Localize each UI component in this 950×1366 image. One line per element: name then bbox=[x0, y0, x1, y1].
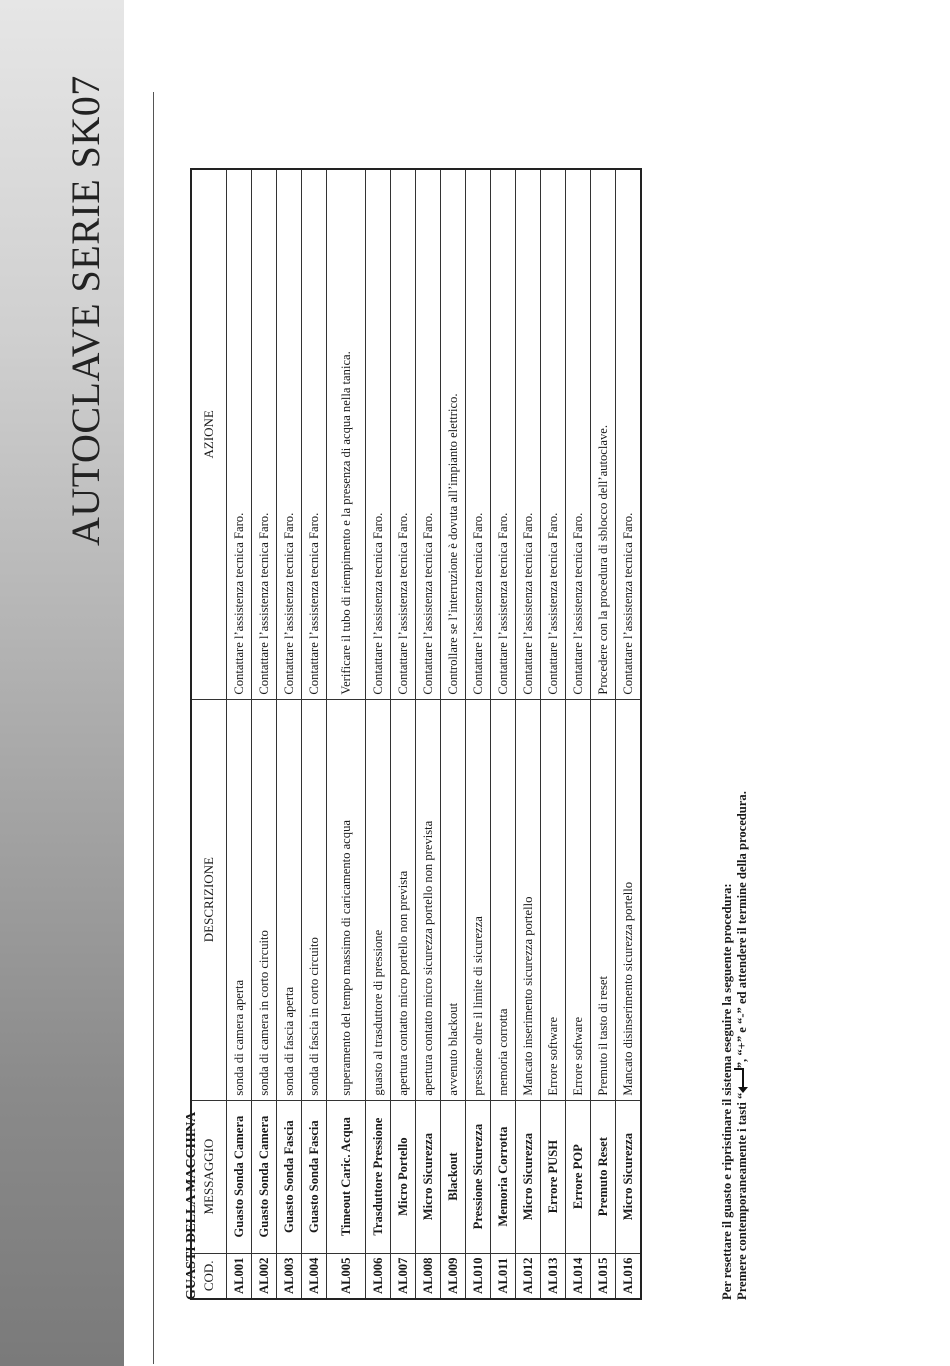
cell-azione: Procedere con la procedura di sblocco dell’autoclave. bbox=[591, 169, 616, 699]
cell-azione: Contattare l’assistenza tecnica Faro. bbox=[366, 169, 391, 699]
cell-azione: Contattare l’assistenza tecnica Faro. bbox=[252, 169, 277, 699]
cell-messaggio: Micro Sicurezza bbox=[516, 1100, 541, 1253]
cell-descrizione: sonda di camera in corto circuito bbox=[252, 699, 277, 1100]
enter-key-icon bbox=[738, 1067, 748, 1093]
cell-azione: Contattare l’assistenza tecnica Faro. bbox=[516, 169, 541, 699]
cell-descrizione: Mancato inserimento sicurezza portello bbox=[516, 699, 541, 1100]
table-header-row bbox=[191, 169, 227, 1299]
cell-messaggio: Errore POP bbox=[566, 1100, 591, 1253]
table-row bbox=[566, 169, 591, 1299]
table-row bbox=[541, 169, 566, 1299]
cell-messaggio: Errore PUSH bbox=[541, 1100, 566, 1253]
cell-cod: AL006 bbox=[366, 1253, 391, 1299]
table-row bbox=[302, 169, 327, 1299]
cell-descrizione: avvenuto blackout bbox=[441, 699, 466, 1100]
cell-azione: Contattare l’assistenza tecnica Faro. bbox=[616, 169, 642, 699]
cell-cod: AL001 bbox=[227, 1253, 252, 1299]
cell-messaggio: Blackout bbox=[441, 1100, 466, 1253]
cell-messaggio: Memoria Corrotta bbox=[491, 1100, 516, 1253]
table-row bbox=[252, 169, 277, 1299]
cell-cod: AL014 bbox=[566, 1253, 591, 1299]
cell-azione: Contattare l’assistenza tecnica Faro. bbox=[277, 169, 302, 699]
section-title: GUASTI DELLA MACCHINA bbox=[184, 1111, 199, 1300]
table-row bbox=[391, 169, 416, 1299]
cell-cod: AL009 bbox=[441, 1253, 466, 1299]
table-row bbox=[366, 169, 391, 1299]
cell-descrizione: superamento del tempo massimo di caricamento acqua bbox=[327, 699, 366, 1100]
cell-azione: Contattare l’assistenza tecnica Faro. bbox=[466, 169, 491, 699]
cell-messaggio: Micro Portello bbox=[391, 1100, 416, 1253]
cell-descrizione: Errore software bbox=[566, 699, 591, 1100]
cell-azione: Controllare se l’interruzione è dovuta all’impianto elettrico. bbox=[441, 169, 466, 699]
header-messaggio: MESSAGGIO bbox=[191, 1100, 227, 1253]
cell-cod: AL013 bbox=[541, 1253, 566, 1299]
table-row bbox=[591, 169, 616, 1299]
cell-messaggio: Guasto Sonda Fascia bbox=[302, 1100, 327, 1253]
cell-cod: AL016 bbox=[616, 1253, 642, 1299]
cell-descrizione: sonda di fascia in corto circuito bbox=[302, 699, 327, 1100]
cell-messaggio: Trasduttore Pressione bbox=[366, 1100, 391, 1253]
cell-descrizione: sonda di fascia aperta bbox=[277, 699, 302, 1100]
table-row bbox=[616, 169, 642, 1299]
reset-instructions-line2 bbox=[735, 791, 750, 1300]
cell-cod: AL002 bbox=[252, 1253, 277, 1299]
cell-cod: AL007 bbox=[391, 1253, 416, 1299]
cell-azione: Contattare l’assistenza tecnica Faro. bbox=[416, 169, 441, 699]
cell-messaggio: Timeout Caric. Acqua bbox=[327, 1100, 366, 1253]
document-title: AUTOCLAVE SERIE SK07 bbox=[63, 75, 108, 546]
cell-descrizione: Premuto il tasto di reset bbox=[591, 699, 616, 1100]
cell-messaggio: Micro Sicurezza bbox=[416, 1100, 441, 1253]
cell-descrizione: apertura contatto micro portello non prevista bbox=[391, 699, 416, 1100]
cell-messaggio: Guasto Sonda Fascia bbox=[277, 1100, 302, 1253]
reset-line2-suffix: ”, “+” e “-” ed attendere il termine della procedura. bbox=[735, 791, 749, 1069]
cell-descrizione: memoria corrotta bbox=[491, 699, 516, 1100]
faults-table bbox=[190, 168, 642, 1300]
cell-azione: Contattare l’assistenza tecnica Faro. bbox=[227, 169, 252, 699]
cell-azione: Contattare l’assistenza tecnica Faro. bbox=[541, 169, 566, 699]
cell-cod: AL003 bbox=[277, 1253, 302, 1299]
cell-cod: AL004 bbox=[302, 1253, 327, 1299]
header-azione: AZIONE bbox=[191, 169, 227, 699]
header-cod: COD. bbox=[191, 1253, 227, 1299]
cell-cod: AL015 bbox=[591, 1253, 616, 1299]
cell-azione: Contattare l’assistenza tecnica Faro. bbox=[391, 169, 416, 699]
table-row bbox=[516, 169, 541, 1299]
cell-messaggio: Guasto Sonda Camera bbox=[227, 1100, 252, 1253]
cell-azione: Verificare il tubo di riempimento e la presenza di acqua nella tanica. bbox=[327, 169, 366, 699]
cell-descrizione: sonda di camera aperta bbox=[227, 699, 252, 1100]
cell-cod: AL010 bbox=[466, 1253, 491, 1299]
cell-descrizione: apertura contatto micro sicurezza portello non prevista bbox=[416, 699, 441, 1100]
reset-instructions-line1: Per resettare il guasto e ripristinare il sistema eseguire la seguente procedura: bbox=[720, 883, 734, 1300]
table-row bbox=[416, 169, 441, 1299]
reset-line2-prefix: Premere contemporaneamente i tasti “ bbox=[735, 1092, 749, 1300]
table-row bbox=[277, 169, 302, 1299]
cell-descrizione: Mancato disinserimento sicurezza portello bbox=[616, 699, 642, 1100]
cell-cod: AL005 bbox=[327, 1253, 366, 1299]
cell-messaggio: Micro Sicurezza bbox=[616, 1100, 642, 1253]
cell-descrizione: Errore software bbox=[541, 699, 566, 1100]
cell-azione: Contattare l’assistenza tecnica Faro. bbox=[566, 169, 591, 699]
cell-descrizione: pressione oltre il limite di sicurezza bbox=[466, 699, 491, 1100]
cell-messaggio: Guasto Sonda Camera bbox=[252, 1100, 277, 1253]
table-row bbox=[227, 169, 252, 1299]
cell-messaggio: Premuto Reset bbox=[591, 1100, 616, 1253]
cell-messaggio: Pressione Sicurezza bbox=[466, 1100, 491, 1253]
cell-cod: AL011 bbox=[491, 1253, 516, 1299]
cell-descrizione: guasto al trasduttore di pressione bbox=[366, 699, 391, 1100]
cell-cod: AL008 bbox=[416, 1253, 441, 1299]
reset-instructions bbox=[720, 791, 750, 1300]
table-row bbox=[327, 169, 366, 1299]
header-descrizione: DESCRIZIONE bbox=[191, 699, 227, 1100]
cell-cod: AL012 bbox=[516, 1253, 541, 1299]
cell-azione: Contattare l’assistenza tecnica Faro. bbox=[302, 169, 327, 699]
table-row bbox=[466, 169, 491, 1299]
cell-azione: Contattare l’assistenza tecnica Faro. bbox=[491, 169, 516, 699]
table-row bbox=[491, 169, 516, 1299]
table-row bbox=[441, 169, 466, 1299]
